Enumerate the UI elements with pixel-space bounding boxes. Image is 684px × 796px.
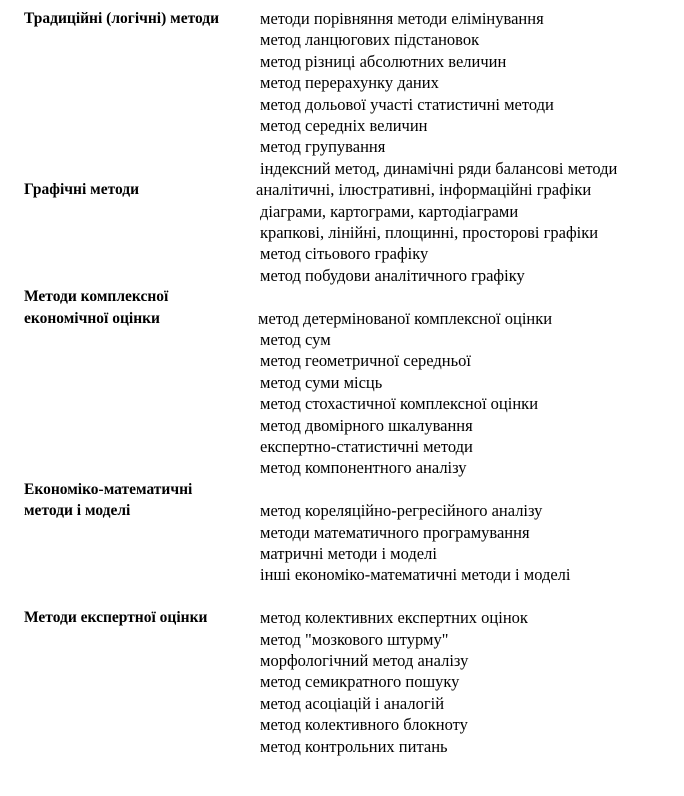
category-label: економічної оцінки	[24, 309, 160, 327]
method-item: метод дольової участі статистичні методи	[260, 94, 554, 114]
method-item: метод геометричної середньої	[260, 351, 471, 371]
method-item: методи математичного програмування	[260, 522, 530, 542]
method-item: метод компонентного аналізу	[260, 458, 467, 478]
method-item: аналітичні, ілюстративні, інформаційні графіки	[256, 180, 592, 200]
method-item: метод асоціацій і аналогій	[260, 693, 445, 713]
category-complex-evaluation-line2	[24, 308, 160, 329]
category-complex-evaluation	[24, 286, 168, 307]
category-label: Економіко-математичні	[24, 480, 193, 498]
method-item: методи порівняння методи елімінування	[260, 9, 544, 28]
method-item: метод детермінованої комплексної оцінки	[258, 308, 553, 328]
method-item: метод ланцюгових підстановок	[260, 30, 480, 50]
method-item: крапкові, лінійні, площинні, просторові графіки	[260, 223, 599, 242]
method-item: метод стохастичної комплексної оцінки	[260, 394, 539, 414]
method-item: метод двомірного шкалування	[260, 415, 473, 435]
method-item: метод колективних експертних оцінок	[260, 608, 528, 628]
category-label: Методи комплексної	[24, 288, 169, 306]
category-econ-math-line2	[24, 500, 130, 521]
method-item: індексний метод, динамічні ряди балансові методи	[260, 158, 618, 178]
method-item: метод контрольних питань	[260, 736, 448, 756]
category-expert-evaluation	[24, 607, 207, 628]
method-item: метод сітьового графіку	[260, 244, 429, 264]
category-label: Традиційні (логічні) методи	[24, 10, 220, 27]
category-label: Графічні методи	[24, 181, 140, 199]
method-item: діаграми, картограми, картодіаграми	[260, 201, 519, 221]
method-item: метод різниці абсолютних величин	[260, 51, 507, 71]
method-item: метод побудови аналітичного графіку	[260, 265, 525, 285]
method-item: метод суми місць	[260, 372, 383, 392]
method-item: матричні методи і моделі	[260, 544, 437, 563]
method-item: метод групування	[260, 137, 386, 157]
method-item: метод середніх величин	[260, 116, 428, 135]
category-label: методи і моделі	[24, 502, 131, 520]
method-item: метод колективного блокноту	[260, 715, 468, 735]
method-item: морфологічний метод аналізу	[260, 651, 469, 670]
category-econ-math	[24, 479, 192, 500]
method-item: метод кореляційно-регресійного аналізу	[260, 501, 543, 521]
category-label: Методи експертної оцінки	[24, 609, 208, 627]
method-item: метод перерахунку даних	[260, 73, 439, 93]
category-traditional-methods	[24, 8, 219, 29]
method-item: інші економіко-математичні методи і моделі	[260, 565, 571, 585]
method-item: експертно-статистичні методи	[260, 437, 473, 456]
category-graphic-methods	[24, 179, 139, 200]
method-item: метод семикратного пошуку	[260, 672, 460, 692]
method-item: метод "мозкового штурму"	[260, 629, 449, 649]
method-item: метод сум	[260, 330, 331, 349]
